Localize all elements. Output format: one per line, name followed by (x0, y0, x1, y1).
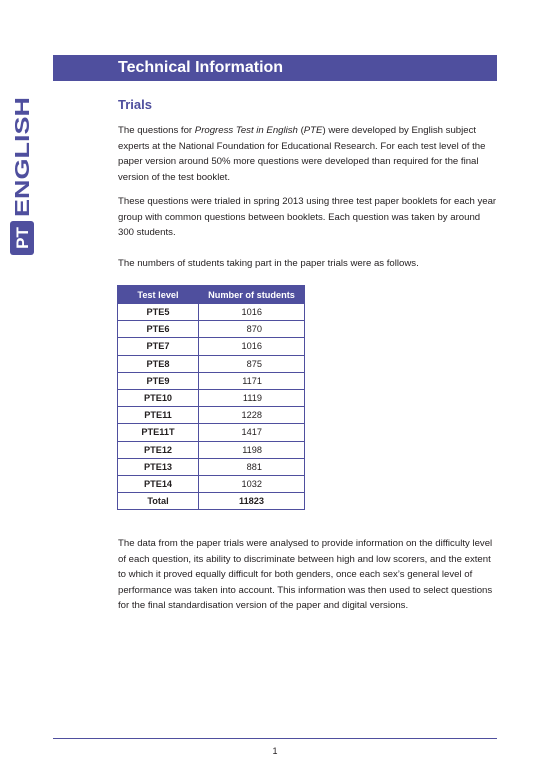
column-header-number-of-students: Number of students (199, 286, 305, 304)
footer-divider (53, 738, 497, 739)
table-row (118, 389, 305, 406)
paragraph-trial-details: These questions were trialed in spring 2013 using three test paper booklets for each year group with common questions between booklets. Each question was taken by around 300 students. (118, 196, 497, 239)
table-row (118, 458, 305, 475)
test-level-cell: PTE11 (118, 407, 199, 424)
logo-pt-text: PT (13, 227, 32, 249)
test-name-italic: Progress Test in English (194, 125, 298, 136)
student-count-cell: 1016 (199, 304, 305, 321)
test-level-cell: PTE11T (118, 424, 199, 441)
student-count-cell: 1119 (199, 389, 305, 406)
test-level-cell: PTE12 (118, 441, 199, 458)
test-level-cell: PTE5 (118, 304, 199, 321)
table-row (118, 304, 305, 321)
pt-english-logo (12, 95, 102, 255)
student-count-cell: 870 (199, 321, 305, 338)
page-number: 1 (272, 746, 278, 756)
total-count-cell: 11823 (199, 493, 305, 510)
table-row (118, 475, 305, 492)
student-count-cell: 875 (199, 355, 305, 372)
section-title: Trials (118, 97, 152, 112)
paragraph-text: The questions for (118, 125, 195, 136)
student-count-cell: 1198 (199, 441, 305, 458)
test-abbrev-italic: PTE (303, 125, 323, 136)
test-level-cell: PTE13 (118, 458, 199, 475)
total-label-cell: Total (118, 493, 199, 510)
paragraph-intro (118, 123, 498, 185)
test-level-cell: PTE10 (118, 389, 199, 406)
student-count-cell: 1228 (199, 407, 305, 424)
student-count-cell: 881 (199, 458, 305, 475)
student-count-cell: 1032 (199, 475, 305, 492)
table-row (118, 424, 305, 441)
table-row (118, 372, 305, 389)
trials-table (117, 285, 305, 510)
page-title: Technical Information (118, 59, 284, 76)
student-count-cell: 1016 (199, 338, 305, 355)
paragraph-analysis: The data from the paper trials were analysed to provide information on the difficulty level of each question, its ability to discriminate between high and low scorers, and the extent to which it proved equally difficult for both genders, once each sex’s general level of performance was taken into account. This information was then used to select questions for the final standardisation version of the paper and digital versions. (118, 538, 493, 612)
test-level-cell: PTE9 (118, 372, 199, 389)
paragraph-text: ) were developed by English subject experts at the National Foundation for Educational Research. For each test level of the paper version around 50% more questions were developed than required for the final version of the test booklet. (118, 125, 486, 183)
test-level-cell: PTE7 (118, 338, 199, 355)
test-level-cell: PTE6 (118, 321, 199, 338)
table-header-row (118, 286, 305, 304)
test-level-cell: PTE8 (118, 355, 199, 372)
student-count-cell: 1171 (199, 372, 305, 389)
table-total-row (118, 493, 305, 510)
table-row (118, 407, 305, 424)
paragraph-text: ( (297, 125, 304, 136)
student-count-cell: 1417 (199, 424, 305, 441)
table-row (118, 338, 305, 355)
paragraph-table-intro: The numbers of students taking part in the paper trials were as follows. (118, 258, 419, 269)
table-row (118, 321, 305, 338)
test-level-cell: PTE14 (118, 475, 199, 492)
logo-english-text: ENGLISH (12, 128, 34, 217)
table-row (118, 355, 305, 372)
table-row (118, 441, 305, 458)
column-header-test-level: Test level (118, 286, 199, 304)
